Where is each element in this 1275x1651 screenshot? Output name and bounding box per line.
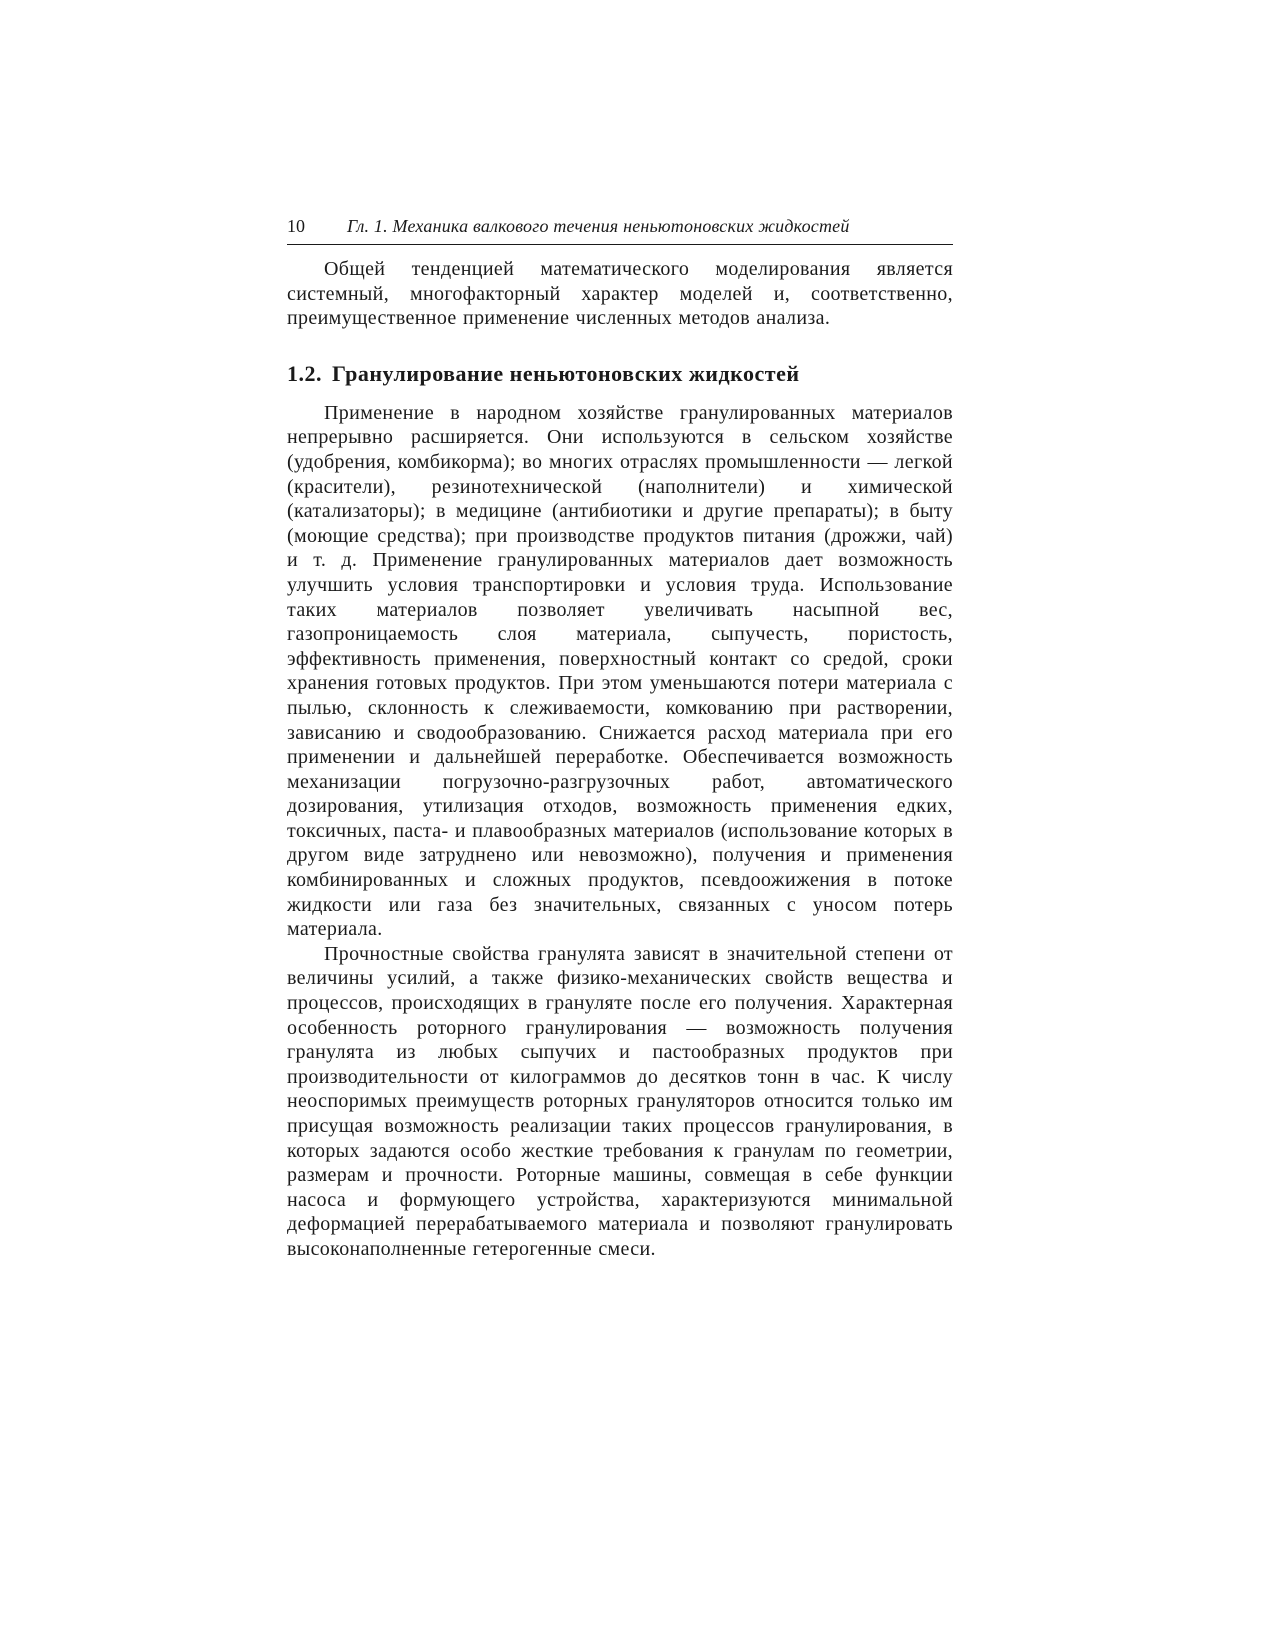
- chapter-title: Гл. 1. Механика валкового течения неньютоновских жидкостей: [347, 216, 850, 236]
- section-title: Гранулирование неньютоновских жидкостей: [332, 360, 800, 386]
- body-paragraph: Применение в народном хозяйстве гранулированных материалов непрерывно расширяется. Они используются в сельском хозяйстве (удобрения, комбикорма); во многих отраслях промышленности — легкой (красители), резинотехнической (наполнители) и химической (катализаторы); в медицине (антибиотики и другие препараты); в быту (моющие средства); при производстве продуктов питания (дрожжи, чай) и т. д. Применение гранулированных материалов дает возможность улучшить условия транспортировки и условия труда. Использование таких материалов позволяет увеличивать насыпной вес, газопроницаемость слоя материала, сыпучесть, пористость, эффективность применения, поверхностный контакт со средой, сроки хранения готовых продуктов. При этом уменьшаются потери материала с пылью, склонность к слеживаемости, комкованию при растворении, зависанию и сводообразованию. Снижается расход материала при его применении и дальнейшей переработке. Обеспечивается возможность механизации погрузочно-разгрузочных работ, автоматического дозирования, утилизация отходов, возможность применения едких, токсичных, паста- и плавообразных материалов (использование которых в другом виде затруднено или невозможно), получения и применения комбинированных и сложных продуктов, псевдоожижения в потоке жидкости или газа без значительных, связанных с уносом потерь материала.: [287, 401, 953, 941]
- page-number: 10: [287, 216, 305, 236]
- book-page: [287, 214, 953, 1262]
- section-number: 1.2.: [287, 360, 322, 386]
- body-paragraph: Прочностные свойства гранулята зависят в значительной степени от величины усилий, а также физико-механических свойств вещества и процессов, происходящих в грануляте после его получения. Характерная особенность роторного гранулирования — возможность получения гранулята из любых сыпучих и пастообразных продуктов при производительности от килограммов до десятков тонн в час. К числу неоспоримых преимуществ роторных грануляторов относится только им присущая возможность реализации таких процессов гранулирования, в которых задаются особо жесткие требования к гранулам по геометрии, размерам и прочности. Роторные машины, совмещая в себе функции насоса и формующего устройства, характеризуются минимальной деформацией перерабатываемого материала и позволяют гранулировать высоконаполненные гетерогенные смеси.: [287, 942, 953, 1260]
- intro-paragraph: Общей тенденцией математического моделирования является системный, многофакторный характер моделей и, соответственно, преимущественное применение численных методов анализа.: [287, 258, 953, 330]
- section-heading: [287, 360, 953, 388]
- running-head: [287, 214, 953, 245]
